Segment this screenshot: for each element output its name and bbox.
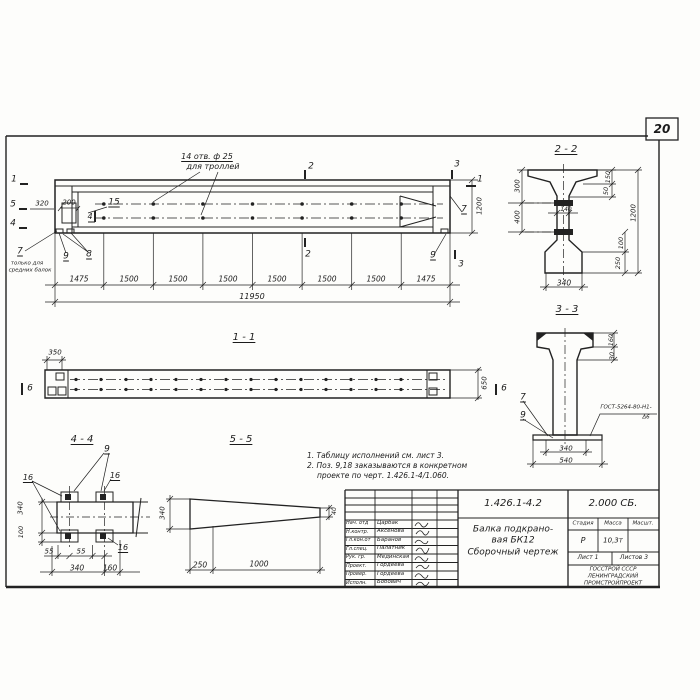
name-7: Гордеева	[377, 571, 405, 577]
name-4: Палатник	[377, 545, 406, 551]
pos-8: 8	[86, 249, 92, 260]
dim-seg-5: 1500	[267, 274, 287, 284]
section-mark-3-bottom: 3	[458, 259, 464, 270]
dim-seg-8: 1475	[416, 274, 436, 284]
dim-4-4-340w: 340	[69, 563, 85, 573]
pos-16-right: 16	[109, 471, 121, 480]
section-3-3-lines	[523, 328, 657, 468]
section-mark-3-top: 3	[454, 159, 460, 170]
name-5: Мединская	[377, 554, 410, 560]
dim-2-2-300: 300	[513, 179, 522, 193]
dim-total: 11950	[239, 292, 265, 301]
role-5: Рук. гр.	[346, 554, 366, 560]
dim-4-4-340h: 340	[16, 501, 25, 515]
weld-note-line1: ГОСТ-5264-80-Н1-	[600, 404, 652, 411]
note-line-3: проекте по черт. 1.426.1-4/1.060.	[317, 471, 450, 480]
dim-seg-4: 1500	[218, 274, 238, 284]
dim-2-2-140: 140	[560, 206, 572, 213]
section-1-1-lines	[22, 356, 496, 401]
pos-16-bottom: 16	[117, 543, 129, 552]
dim-4-4-160: 160	[102, 563, 118, 573]
org-line3: ПРОМСТРОЙПРОЕКТ	[583, 580, 643, 587]
view-4-4-title: 4 - 4	[70, 434, 94, 445]
hole-note-line2: для троллей	[186, 162, 240, 171]
dim-2-2-100: 100	[616, 236, 625, 250]
section-mark-1-right: 1	[477, 174, 483, 185]
pos-7-note1: только для	[10, 260, 44, 267]
pos-7-section: 7	[520, 392, 526, 403]
sheet-label: Лист 1	[577, 554, 599, 561]
section-mark-2-bottom: 2	[305, 249, 311, 260]
dim-1-1-650: 650	[480, 376, 489, 390]
dim-4-4-100: 100	[16, 525, 25, 539]
pos-9-view44: 9	[104, 444, 110, 455]
dim-3-3-30: 30	[607, 351, 616, 361]
dim-2-2-50: 50	[601, 186, 610, 196]
role-8: Исполн.	[346, 580, 367, 586]
section-mark-6-left: 6	[27, 383, 33, 394]
dim-5-5-1000: 1000	[249, 559, 269, 569]
section-mark-1-left: 1	[11, 174, 17, 185]
dim-seg-1: 1475	[69, 274, 89, 284]
mass-header: Масса	[604, 520, 622, 527]
section-2-2-title: 2 - 2	[554, 144, 578, 155]
view-5-5-title: 5 - 5	[229, 434, 253, 445]
note-line-1: 1. Таблицу исполнений см. лист 3.	[307, 451, 445, 460]
org-line2: ЛЕНИНГРАДСКИЙ	[587, 573, 639, 580]
role-3: Гл.кон.от	[346, 537, 371, 543]
dim-height-1200: 1200	[475, 197, 484, 215]
pos-9-right: 9	[430, 250, 436, 261]
pos-7-left: 7	[17, 246, 23, 257]
note-line-2: 2. Поз. 9,18 заказываются в конкретном	[307, 461, 468, 470]
pos-15: 15	[108, 197, 120, 208]
sheet-number: 20	[653, 122, 671, 136]
section-1-1-dots	[74, 378, 402, 391]
role-7: Провер.	[346, 571, 367, 577]
dim-3-3-340: 340	[559, 444, 573, 453]
trolley-holes	[102, 202, 403, 220]
section-1-1-title: 1 - 1	[232, 332, 256, 343]
name-6: Гордеева	[377, 562, 405, 568]
section-mark-4-left: 4	[10, 218, 16, 229]
section-mark-4-cut: 4	[87, 212, 93, 221]
pos-16-left: 16	[22, 473, 34, 482]
org-line1: ГОССТРОЙ СССР	[589, 566, 637, 573]
main-dimensions	[30, 177, 478, 307]
mass-value: 10,3т	[603, 536, 623, 545]
dim-4-4-55b: 55	[76, 547, 86, 556]
dim-5-5-40: 40	[331, 507, 338, 515]
pos-7-right: 7	[461, 204, 467, 215]
dim-2-2-150: 150	[603, 170, 612, 184]
dim-2-2-1200: 1200	[629, 204, 638, 222]
stage-header: Стадия	[572, 520, 594, 527]
stage-value: Р	[580, 536, 586, 545]
dim-seg-6: 1500	[317, 274, 337, 284]
pos-9-section: 9	[520, 410, 526, 421]
section-mark-6-right: 6	[501, 383, 507, 394]
section-2-2-lines	[508, 164, 642, 291]
name-2: Аксенова	[377, 528, 405, 534]
weld-note-line2: Δ6	[642, 414, 650, 421]
section-3-3-title: 3 - 3	[555, 304, 579, 315]
dim-320: 320	[35, 199, 49, 208]
doc-number: 1.426.1-4.2	[484, 498, 542, 509]
dim-200: 200	[62, 198, 76, 207]
drawing-title-line1: Балка подкрано-	[472, 524, 554, 535]
dim-1-1-350: 350	[48, 348, 62, 357]
dim-seg-2: 1500	[119, 274, 139, 284]
view-4-4-lines	[32, 453, 150, 576]
role-2: Н.контр.	[346, 529, 369, 535]
name-1: Царбак	[377, 520, 399, 526]
dim-seg-3: 1500	[168, 274, 188, 284]
role-6: Проект.	[346, 563, 367, 569]
dim-seg-7: 1500	[366, 274, 386, 284]
role-4: Гл.спец.	[346, 546, 368, 552]
doc-code: 2.000 СБ.	[588, 498, 638, 509]
name-8: Бобович	[377, 579, 401, 585]
pos-7-note2: средних балок	[8, 267, 52, 274]
role-1: Нач. отд	[346, 520, 369, 526]
section-mark-5-left: 5	[10, 199, 16, 210]
name-3: Баранов	[377, 537, 402, 543]
dim-5-5-250: 250	[192, 560, 208, 570]
dim-5-5-340: 340	[158, 506, 167, 520]
hole-note-line1: 14 отв. ф 25	[181, 152, 233, 161]
drawing-title-line2: вая БК12	[491, 535, 535, 546]
dim-2-2-340: 340	[556, 278, 572, 288]
dim-3-3-540: 540	[559, 456, 573, 465]
scale-header: Масшт.	[632, 520, 654, 527]
dim-2-2-250: 250	[613, 256, 622, 270]
sheets-label: Листов 3	[619, 554, 649, 561]
drawing-title-line3: Сборочный чертеж	[467, 547, 559, 558]
section-mark-2-top: 2	[308, 161, 314, 172]
pos-9-left: 9	[63, 251, 69, 262]
dim-4-4-55a: 55	[44, 547, 54, 556]
dim-3-3-160: 160	[606, 333, 615, 347]
dim-2-2-400: 400	[513, 210, 522, 224]
